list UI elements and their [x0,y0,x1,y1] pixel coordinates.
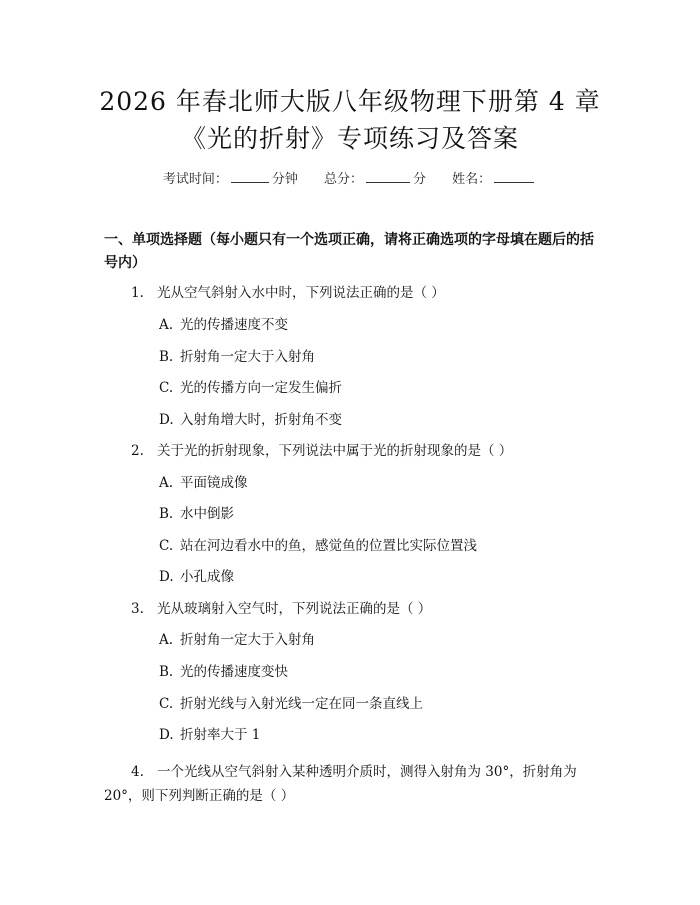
option-letter: C. [159,538,174,554]
option-letter: D. [159,412,174,428]
question-1-option-c [159,377,342,399]
option-text: 折射角一定大于入射角 [180,349,315,365]
question-3-option-d [159,724,260,746]
option-letter: A. [159,317,174,333]
question-1-option-d [159,409,342,431]
question-number: 3. [131,601,144,617]
document-title-line1: 2026 年春北师大版八年级物理下册第 4 章 [99,87,601,116]
option-letter: A. [159,475,174,491]
option-text: 折射光线与入射光线一定在同一条直线上 [180,696,423,712]
question-3-option-a [159,629,315,651]
option-letter: C. [159,380,174,396]
question-3 [131,598,431,620]
option-text: 光的传播速度不变 [180,317,288,333]
question-2-option-a [159,472,248,494]
question-1 [131,282,445,304]
question-3-option-b [159,661,288,683]
exam-time-field [163,172,302,187]
question-number: 1. [131,285,144,301]
option-letter: B. [159,664,174,680]
option-text: 入射角增大时，折射角不变 [180,412,342,428]
option-text: 光的传播速度变快 [180,664,288,680]
option-text: 水中倒影 [180,506,234,522]
question-number: 2. [131,443,144,459]
total-score-blank [366,169,410,183]
question-text: 一个光线从空气斜射入某种透明介质时，测得入射角为 30°，折射角为 20°，则下列判断正确的是（ ） [104,764,577,804]
option-letter: B. [159,349,174,365]
option-text: 平面镜成像 [180,475,248,491]
question-2-option-c [159,535,477,557]
section-heading: 一、单项选择题（每小题只有一个选项正确，请将正确选项的字母填在题后的括号内） [104,232,594,271]
total-score-field [324,172,430,187]
question-4 [104,760,596,808]
option-letter: D. [159,727,174,743]
option-letter: A. [159,632,174,648]
document-title-line2: 《光的折射》专项练习及答案 [180,124,519,153]
total-score-label: 总分： [323,172,363,187]
exam-time-label: 考试时间： [162,172,228,187]
question-1-option-b [159,346,315,368]
question-2 [131,440,512,462]
option-text: 小孔成像 [180,569,234,585]
question-2-option-b [159,503,234,525]
question-text: 关于光的折射现象，下列说法中属于光的折射现象的是（ ） [157,443,513,459]
student-name-field [452,172,537,187]
option-text: 站在河边看水中的鱼，感觉鱼的位置比实际位置浅 [180,538,477,554]
question-2-option-d [159,566,234,588]
question-number: 4. [131,764,144,780]
option-text: 折射率大于 1 [180,727,261,743]
exam-time-blank [231,169,269,183]
question-text: 光从玻璃射入空气时，下列说法正确的是（ ） [157,601,432,617]
student-name-blank [494,169,534,183]
question-1-option-a [159,314,288,336]
exam-info [0,168,700,187]
option-letter: D. [159,569,174,585]
option-letter: B. [159,506,174,522]
option-text: 光的传播方向一定发生偏折 [180,380,342,396]
option-text: 折射角一定大于入射角 [180,632,315,648]
question-text: 光从空气斜射入水中时，下列说法正确的是（ ） [157,285,445,301]
student-name-label: 姓名： [452,172,492,187]
total-score-unit: 分 [413,172,427,187]
option-letter: C. [159,696,174,712]
exam-time-unit: 分钟 [271,172,298,187]
question-3-option-c [159,693,423,715]
